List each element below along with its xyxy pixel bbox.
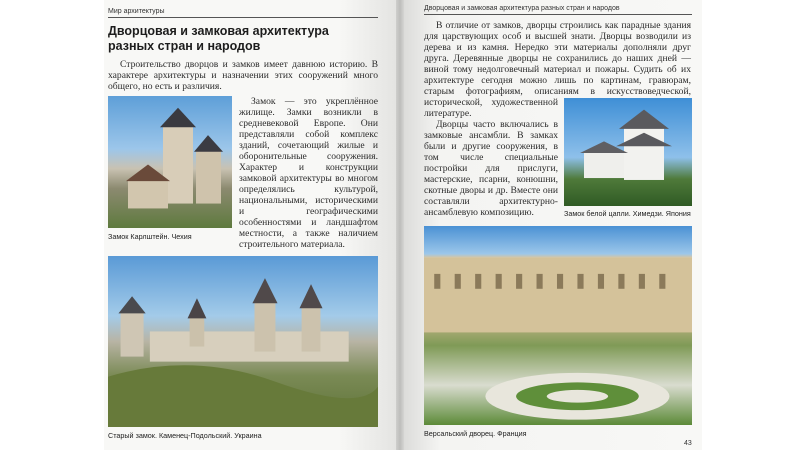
himeji-castle-photo [564,98,692,206]
palace-paragraph: В отличие от замков, дворцы строились как парадные здания для царствующих особ и высшей знати. Дворцы возводили из дерева и из камня. Нередко эти материалы дополняли друг друга. Деревянные дворцы не сохранились до наших дней — виной тому недолговечный материал и пожары. Судить об их архитектуре сегодня можно лишь по картинам, гравюрам, старым фотографиям, описаниям в искусствоведческой, исторической, художественной литературе. [424,20,691,119]
page-title [108,24,378,54]
title-line-1: Дворцовая и замковая архитектура [108,24,329,38]
intro-paragraph: Строительство дворцов и замков имеет давнюю историю. В характере архитектуры и назначении этих сооружений много общего, но есть и различия. [108,59,378,92]
karlstejn-figure [108,96,232,250]
castle-illustration [108,96,232,228]
palace-garden-illustration [424,226,692,425]
left-page-content [108,7,378,440]
castle-section [108,96,378,250]
kamianets-castle-photo [108,256,378,427]
right-page-content [424,4,692,438]
caption-karlstejn: Замок Карлштейн. Чехия [108,232,192,241]
running-head-left: Мир архитектуры [108,7,378,18]
caption-himeji: Замок белой цапли. Химедзи. Япония [564,209,691,218]
pagoda-illustration [564,98,692,206]
float-spacer [691,20,692,98]
himeji-figure [564,98,692,218]
caption-versailles: Версальский дворец. Франция [424,429,527,438]
page-number: 43 [684,440,692,447]
right-text-block [424,20,692,220]
book-spine [396,0,404,450]
karlstejn-castle-photo [108,96,232,228]
castle-paragraph: Замок — это укреплённое жилище. Замки возникли в средневековой Европе. Они представляли собой комплекс зданий, сочетающий жилые и оборонительные сооружения. Характер и конструкции замковой архитектуры во многом определялись культурой, национальными, историческими и географическими особенностями и ландшафтом местности, а также наличием строительного материала. [239,96,378,250]
ensemble-paragraph: Дворцы часто включались в замковые ансамбли. В замках были и другие сооружения, в том числе специальные постройки для прислуги, мастерские, псарни, конюшни, скотные дворы и др. Вместе они составляли архитектурно-ансамблевую композицию. [424,119,558,218]
fortress-illustration [108,256,378,427]
running-head-right: Дворцовая и замковая архитектура разных стран и народов [424,4,692,15]
title-line-2: разных стран и народов [108,39,261,53]
caption-kamianets: Старый замок. Каменец-Подольский. Украина [108,431,262,440]
versailles-palace-photo [424,226,692,425]
